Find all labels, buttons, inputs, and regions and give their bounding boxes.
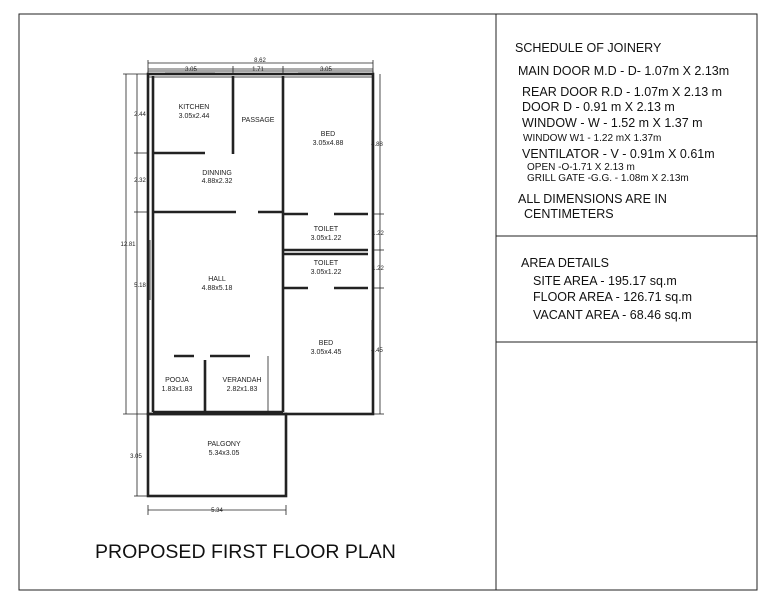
dim-left-2: 2.32 (134, 178, 146, 184)
plan-title: PROPOSED FIRST FLOOR PLAN (95, 541, 396, 563)
area-vacant: VACANT AREA - 68.46 sq.m (533, 308, 692, 322)
room-size-bed-1: 3.05x4.88 (312, 140, 344, 147)
schedule-note-1: ALL DIMENSIONS ARE IN (518, 192, 667, 206)
area-details (521, 256, 692, 322)
area-floor: FLOOR AREA - 126.71 sq.m (533, 290, 693, 304)
area-heading: AREA DETAILS (521, 256, 609, 270)
room-name-kitchen: KITCHEN (178, 104, 210, 111)
dim-right-3: 1.22 (372, 266, 384, 272)
dim-left-4: 3.05 (130, 454, 142, 460)
schedule-window-w1: WINDOW W1 - 1.22 mX 1.37m (523, 133, 662, 144)
area-site: SITE AREA - 195.17 sq.m (533, 274, 677, 288)
schedule-ventilator: VENTILATOR - V - 0.91m X 0.61m (522, 147, 715, 161)
room-size-dinning: 4.88x2.32 (201, 178, 233, 185)
schedule-main-door: MAIN DOOR M.D - D- 1.07m X 2.13m (518, 64, 730, 78)
schedule-note-2: CENTIMETERS (524, 207, 614, 221)
dim-right-2: 1.22 (372, 231, 384, 237)
schedule-window: WINDOW - W - 1.52 m X 1.37 m (522, 116, 703, 130)
room-name-verandah: VERANDAH (222, 377, 262, 384)
room-size-verandah: 2.82x1.83 (226, 386, 258, 393)
room-size-kitchen: 3.05x2.44 (178, 113, 210, 120)
dim-right-4: 4.45 (371, 348, 383, 354)
dim-bottom: 5.34 (211, 508, 223, 514)
room-size-toilet-1: 3.05x1.22 (310, 235, 342, 242)
schedule-rear-door: REAR DOOR R.D - 1.07m X 2.13 m (522, 85, 723, 99)
dim-right-1: 4.88 (371, 142, 383, 148)
dim-overall-width: 8.62 (254, 58, 266, 64)
dim-top-mid: 1.71 (252, 67, 264, 73)
dim-top-right: 3.05 (320, 67, 332, 73)
room-size-pooja: 1.83x1.83 (161, 386, 193, 393)
room-name-toilet-2: TOILET (313, 260, 339, 267)
schedule-door: DOOR D - 0.91 m X 2.13 m (522, 100, 675, 114)
outer-wall (148, 74, 373, 414)
room-size-bed-2: 3.05x4.45 (310, 349, 342, 356)
schedule-open: OPEN -O-1.71 X 2.13 m (527, 162, 635, 173)
room-name-bed-2: BED (318, 340, 334, 347)
room-name-dinning: DINNING (202, 170, 232, 177)
room-size-palgony: 5.34x3.05 (208, 450, 240, 457)
room-size-toilet-2: 3.05x1.22 (310, 269, 342, 276)
dim-left-3: 5.18 (134, 283, 146, 289)
floor-plan (148, 71, 373, 496)
room-size-hall: 4.88x5.18 (201, 285, 233, 292)
room-labels (162, 104, 344, 457)
room-name-hall: HALL (208, 276, 226, 283)
room-name-bed-1: BED (320, 131, 336, 138)
schedule-grill-gate: GRILL GATE -G.G. - 1.08m X 2.13m (527, 173, 689, 184)
room-name-pooja: POOJA (165, 377, 189, 384)
dim-left-1: 2.44 (134, 112, 146, 118)
room-name-toilet-1: TOILET (313, 226, 339, 233)
dim-top-left: 3.05 (185, 67, 197, 73)
dim-left-total: 12.81 (120, 242, 136, 248)
room-name-passage: PASSAGE (241, 117, 275, 124)
schedule-of-joinery (515, 41, 729, 221)
room-name-palgony: PALGONY (207, 441, 241, 448)
schedule-heading: SCHEDULE OF JOINERY (515, 41, 662, 55)
